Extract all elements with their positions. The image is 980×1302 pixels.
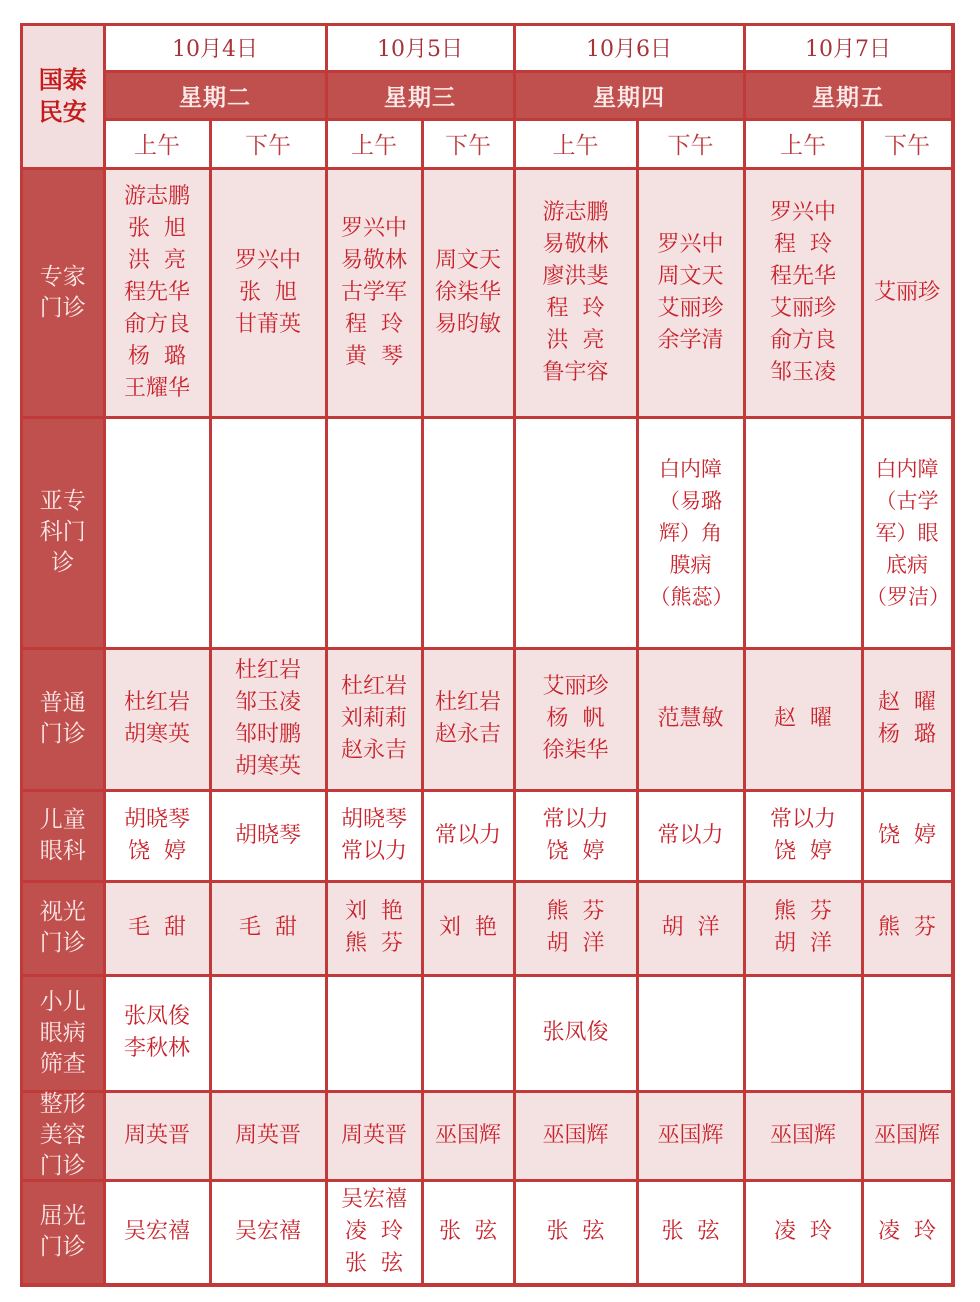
doctor-name: 巫国辉 xyxy=(873,1122,940,1148)
schedule-cell xyxy=(639,1093,743,1179)
schedule-cell xyxy=(424,170,513,416)
doctor-name: 胡 洋 xyxy=(546,931,605,956)
doctor-name: 胡晓琴 xyxy=(340,806,407,832)
schedule-cell xyxy=(746,792,861,880)
doctor-name: 胡寒英 xyxy=(234,754,301,779)
doctor-name: 杜红岩 xyxy=(340,674,407,699)
schedule-cell xyxy=(424,1093,513,1179)
schedule-cell xyxy=(328,419,421,647)
doctor-name: 常以力 xyxy=(542,806,609,832)
schedule-cell xyxy=(212,792,325,880)
doctor-name: 邹玉凌 xyxy=(769,359,836,385)
session-text: 上午 xyxy=(780,133,826,159)
weekday-text: 星期三 xyxy=(384,83,456,111)
schedule-cell xyxy=(212,170,325,416)
schedule-cell xyxy=(864,650,951,789)
doctor-name: 常以力 xyxy=(434,822,501,848)
schedule-cell xyxy=(516,170,636,416)
doctor-name: 胡 洋 xyxy=(774,931,832,956)
doctor-name: 常以力 xyxy=(657,822,724,848)
doctor-name: 张 弦 xyxy=(439,1219,497,1244)
doctor-name: 胡晓琴 xyxy=(234,822,301,848)
session-text: 下午 xyxy=(445,133,491,159)
doctor-name: 熊 芬 xyxy=(345,931,403,956)
doctor-name: 饶 婷 xyxy=(774,838,832,864)
doctor-name: 程先华 xyxy=(769,263,836,289)
schedule-cell xyxy=(864,170,951,416)
schedule-cell xyxy=(746,1182,861,1283)
doctor-name: 洪 亮 xyxy=(546,327,605,353)
schedule-cell xyxy=(516,977,636,1090)
doctor-name: 吴宏禧 xyxy=(234,1219,301,1244)
schedule-cell xyxy=(639,883,743,974)
doctor-name: 张 旭 xyxy=(128,215,186,241)
schedule-cell xyxy=(424,650,513,789)
doctor-name: 邹时鹏 xyxy=(234,722,301,747)
doctor-name: 凌 玲 xyxy=(774,1219,832,1244)
doctor-name: 胡 洋 xyxy=(661,915,720,940)
doctor-name: 胡寒英 xyxy=(123,722,190,747)
doctor-name: 巫国辉 xyxy=(434,1122,501,1148)
doctor-name: 周英晋 xyxy=(123,1122,190,1148)
clinic-type-label xyxy=(23,650,103,789)
date-text: 10月7日 xyxy=(805,37,891,63)
doctor-name: 易敬林 xyxy=(542,231,609,257)
doctor-name: 徐柒华 xyxy=(542,738,609,763)
doctor-name: 艾丽珍 xyxy=(657,295,724,321)
doctor-name: 王耀华 xyxy=(123,375,190,401)
clinic-type-text: 视光门诊 xyxy=(39,899,86,956)
doctor-name: 胡晓琴 xyxy=(123,806,190,832)
doctor-name: 古学军 xyxy=(340,279,407,305)
schedule-cell xyxy=(106,977,209,1090)
clinic-type-text: 屈光门诊 xyxy=(39,1203,86,1260)
schedule-cell xyxy=(864,792,951,880)
doctor-name: 鲁宇容 xyxy=(542,359,609,385)
doctor-name: 饶 婷 xyxy=(878,822,936,848)
schedule-cell xyxy=(864,419,951,647)
schedule-cell xyxy=(746,1093,861,1179)
weekday-text: 星期二 xyxy=(179,83,251,111)
doctor-name: 凌 玲 xyxy=(345,1219,403,1244)
session-header xyxy=(212,121,325,167)
schedule-cell xyxy=(424,883,513,974)
schedule-cell xyxy=(639,1182,743,1283)
date-text: 10月5日 xyxy=(377,37,463,63)
weekday-header xyxy=(746,73,951,118)
clinic-type-label xyxy=(23,170,103,416)
doctor-name: 张 弦 xyxy=(345,1251,403,1276)
doctor-name: 熊 芬 xyxy=(546,899,605,924)
doctor-name: 张 旭 xyxy=(239,279,297,305)
doctor-name: 吴宏禧 xyxy=(123,1219,190,1244)
schedule-cell xyxy=(328,792,421,880)
schedule-cell xyxy=(106,883,209,974)
clinic-type-text: 儿童眼科 xyxy=(39,806,86,864)
doctor-name: 俞方良 xyxy=(769,327,836,353)
weekday-header xyxy=(516,73,743,118)
doctor-name: 程 玲 xyxy=(774,231,832,257)
doctor-name: 艾丽珍 xyxy=(769,295,836,321)
clinic-type-text: 亚专科门诊 xyxy=(39,488,86,576)
session-header xyxy=(746,121,861,167)
session-text: 上午 xyxy=(552,133,599,159)
clinic-type-label xyxy=(23,883,103,974)
corner-title-text: 国泰民安 xyxy=(38,66,87,127)
doctor-name: 熊 芬 xyxy=(878,915,936,940)
schedule-cell xyxy=(746,883,861,974)
doctor-name: 罗兴中 xyxy=(657,231,724,257)
doctor-name: 刘莉莉 xyxy=(340,706,407,731)
doctor-name: 杜红岩 xyxy=(123,690,190,715)
schedule-cell xyxy=(746,650,861,789)
doctor-name: 赵永吉 xyxy=(340,738,407,763)
schedule-cell xyxy=(328,170,421,416)
doctor-name: 程 玲 xyxy=(546,295,605,321)
doctor-name: 饶 婷 xyxy=(128,838,186,864)
session-header xyxy=(516,121,636,167)
doctor-name: 赵 曜 xyxy=(878,690,936,715)
doctor-name: 徐柒华 xyxy=(434,279,501,305)
schedule-cell xyxy=(516,1182,636,1283)
schedule-cell xyxy=(746,419,861,647)
schedule-cell xyxy=(639,977,743,1090)
date-header xyxy=(516,26,743,70)
doctor-name: 杨 璐 xyxy=(128,343,186,369)
schedule-cell xyxy=(516,650,636,789)
schedule-cell xyxy=(864,1093,951,1179)
doctor-name: 杜红岩 xyxy=(234,658,301,683)
clinic-type-label xyxy=(23,1182,103,1283)
schedule-cell xyxy=(639,419,743,647)
session-header xyxy=(328,121,421,167)
doctor-name: 常以力 xyxy=(340,838,407,864)
doctor-name: 黄 琴 xyxy=(345,343,403,369)
clinic-type-text: 普通门诊 xyxy=(39,690,86,747)
schedule-cell xyxy=(106,1182,209,1283)
doctor-name: 巫国辉 xyxy=(542,1122,609,1148)
doctor-name: 刘 艳 xyxy=(345,899,403,924)
doctor-name: 游志鹏 xyxy=(123,183,190,209)
doctor-name: 毛 甜 xyxy=(239,915,297,940)
schedule-cell xyxy=(106,419,209,647)
date-header xyxy=(746,26,951,70)
schedule-cell xyxy=(746,170,861,416)
weekday-text: 星期五 xyxy=(812,83,884,111)
clinic-type-text: 专家门诊 xyxy=(39,263,86,321)
date-header xyxy=(328,26,513,70)
schedule-cell xyxy=(639,650,743,789)
schedule-cell xyxy=(639,792,743,880)
doctor-name: 周英晋 xyxy=(234,1122,301,1148)
schedule-cell xyxy=(864,977,951,1090)
session-header xyxy=(424,121,513,167)
doctor-name: 罗兴中 xyxy=(340,215,407,241)
schedule-cell xyxy=(106,650,209,789)
doctor-name: 熊 芬 xyxy=(774,899,832,924)
doctor-name: 杨 帆 xyxy=(546,706,605,731)
session-text: 下午 xyxy=(884,133,930,159)
clinic-schedule-table xyxy=(20,23,955,1287)
session-text: 下午 xyxy=(667,133,714,159)
schedule-cell xyxy=(212,419,325,647)
doctor-name: 易昀敏 xyxy=(434,311,501,337)
corner-title xyxy=(23,26,103,167)
schedule-cell xyxy=(424,419,513,647)
session-text: 上午 xyxy=(351,133,397,159)
clinic-type-label xyxy=(23,977,103,1090)
weekday-text: 星期四 xyxy=(593,83,665,111)
clinic-type-text: 整形美容门诊 xyxy=(39,1091,86,1179)
doctor-name: 范慧敏 xyxy=(657,706,724,731)
clinic-type-label xyxy=(23,1093,103,1179)
date-header xyxy=(106,26,325,70)
doctor-name: 周文天 xyxy=(657,263,724,289)
schedule-cell xyxy=(212,650,325,789)
doctor-name: 张凤俊 xyxy=(123,1004,190,1029)
doctor-name: 周文天 xyxy=(434,247,501,273)
subspecialty-entry: 白内障（易璐辉）角膜病（熊蕊） xyxy=(649,456,734,609)
session-text: 下午 xyxy=(245,133,291,159)
doctor-name: 张凤俊 xyxy=(542,1020,609,1045)
doctor-name: 俞方良 xyxy=(123,311,190,337)
schedule-cell xyxy=(516,1093,636,1179)
doctor-name: 廖洪斐 xyxy=(542,263,609,289)
schedule-cell xyxy=(212,977,325,1090)
schedule-cell xyxy=(516,419,636,647)
schedule-cell xyxy=(516,883,636,974)
schedule-cell xyxy=(864,1182,951,1283)
schedule-cell xyxy=(106,170,209,416)
schedule-cell xyxy=(212,883,325,974)
doctor-name: 吴宏禧 xyxy=(340,1187,407,1212)
session-header xyxy=(106,121,209,167)
doctor-name: 杨 璐 xyxy=(878,722,936,747)
doctor-name: 刘 艳 xyxy=(439,915,497,940)
doctor-name: 赵 曜 xyxy=(774,706,832,731)
schedule-cell xyxy=(424,977,513,1090)
doctor-name: 艾丽珍 xyxy=(542,674,609,699)
doctor-name: 张 弦 xyxy=(661,1219,720,1244)
schedule-cell xyxy=(212,1182,325,1283)
doctor-name: 程 玲 xyxy=(345,311,403,337)
doctor-name: 甘莆英 xyxy=(234,311,301,337)
schedule-cell xyxy=(328,1182,421,1283)
schedule-cell xyxy=(864,883,951,974)
weekday-header xyxy=(328,73,513,118)
doctor-name: 凌 玲 xyxy=(878,1219,936,1244)
doctor-name: 巫国辉 xyxy=(657,1122,724,1148)
doctor-name: 巫国辉 xyxy=(769,1122,836,1148)
doctor-name: 余学清 xyxy=(657,327,724,353)
schedule-cell xyxy=(516,792,636,880)
doctor-name: 周英晋 xyxy=(340,1122,407,1148)
doctor-name: 常以力 xyxy=(769,806,836,832)
date-text: 10月4日 xyxy=(172,37,258,63)
weekday-header xyxy=(106,73,325,118)
schedule-cell xyxy=(424,1182,513,1283)
doctor-name: 程先华 xyxy=(123,279,190,305)
session-text: 上午 xyxy=(134,133,180,159)
schedule-cell xyxy=(212,1093,325,1179)
clinic-type-label xyxy=(23,792,103,880)
doctor-name: 李秋林 xyxy=(123,1036,190,1061)
schedule-cell xyxy=(424,792,513,880)
session-header xyxy=(864,121,951,167)
subspecialty-entry: 白内障（古学军）眼底病（罗洁） xyxy=(866,456,950,609)
clinic-type-text: 小儿眼病筛查 xyxy=(39,988,86,1077)
schedule-cell xyxy=(746,977,861,1090)
doctor-name: 艾丽珍 xyxy=(873,279,940,305)
schedule-cell xyxy=(328,977,421,1090)
doctor-name: 邹玉凌 xyxy=(234,690,301,715)
schedule-cell xyxy=(106,1093,209,1179)
schedule-cell xyxy=(328,650,421,789)
date-text: 10月6日 xyxy=(586,37,672,63)
doctor-name: 游志鹏 xyxy=(542,199,609,225)
schedule-cell xyxy=(639,170,743,416)
doctor-name: 杜红岩 xyxy=(434,690,501,715)
doctor-name: 易敬林 xyxy=(340,247,407,273)
schedule-cell xyxy=(328,883,421,974)
doctor-name: 洪 亮 xyxy=(128,247,186,273)
schedule-cell xyxy=(328,1093,421,1179)
doctor-name: 毛 甜 xyxy=(128,915,186,940)
doctor-name: 饶 婷 xyxy=(546,838,605,864)
clinic-type-label xyxy=(23,419,103,647)
doctor-name: 张 弦 xyxy=(546,1219,605,1244)
doctor-name: 罗兴中 xyxy=(234,247,301,273)
schedule-cell xyxy=(106,792,209,880)
doctor-name: 赵永吉 xyxy=(434,722,501,747)
session-header xyxy=(639,121,743,167)
doctor-name: 罗兴中 xyxy=(769,199,836,225)
